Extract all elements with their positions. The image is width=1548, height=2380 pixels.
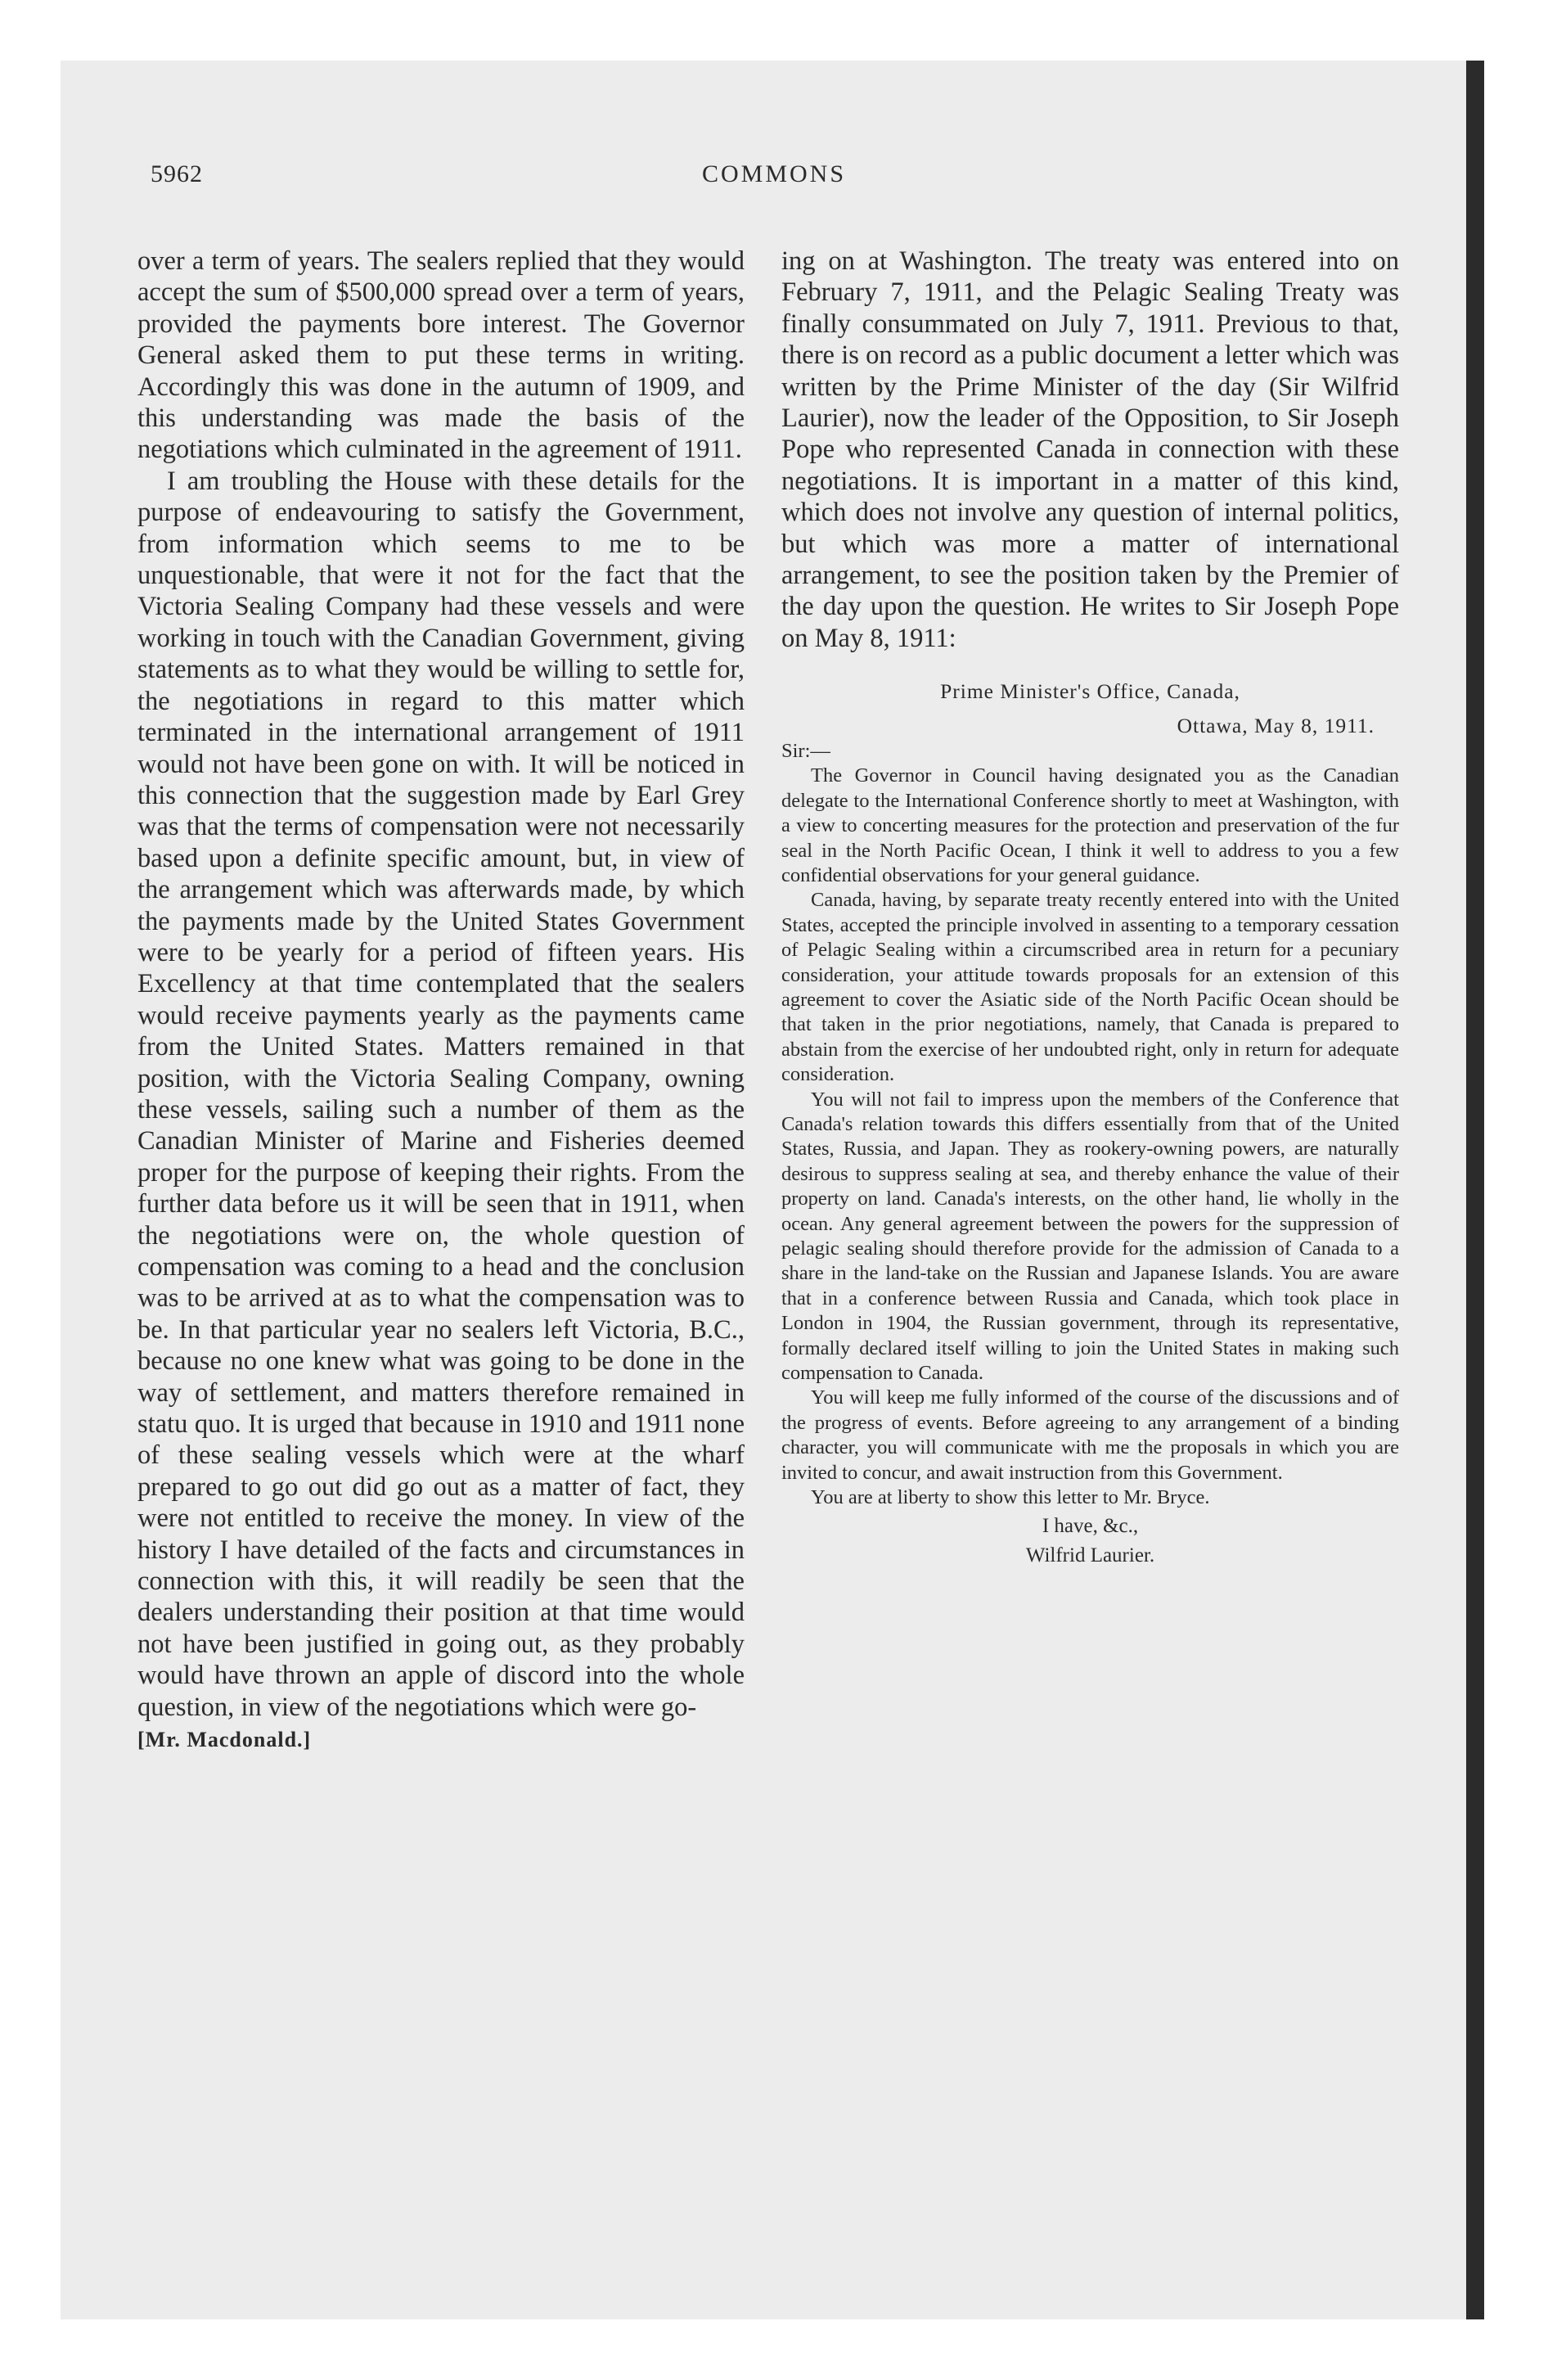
letter-paragraph: You will not fail to impress upon the members of the Conference that Canada's relation towards this differs essentially from that of the United States, Russia, and Japan. They as rookery-owning powers, are naturally desirous to suppress sealing at sea, and thereby enhance the value of their property on land. Canada's interests, on the other hand, lie wholly in the ocean. Any general agreement between the powers for the suppression of pelagic sealing should therefore provide for the admission of Canada to a share in the land-take on the Russian and Japanese Islands. You are aware that in a conference between Russia and Canada, which took place in London in 1904, the Russian government, through its representative, formally declared itself willing to join the United States in making such compensation to Canada. bbox=[781, 1088, 1399, 1385]
letter-closing: I have, &c., bbox=[1042, 1515, 1139, 1538]
letter-paragraph: The Governor in Council having designated you as the Canadian delegate to the International Conference shortly to meet at Washington, with a view to concerting measures for the protection and preservation of the fur seal in the North Pacific Ocean, I think it well to address to you a few confidential observations for your general guidance. bbox=[781, 764, 1399, 886]
letter-dateline: Ottawa, May 8, 1911. bbox=[1177, 714, 1375, 738]
right-column bbox=[781, 246, 1399, 1569]
letter-office-heading: Prime Minister's Office, Canada, bbox=[940, 679, 1240, 704]
body-paragraph: over a term of years. The sealers replied that they would accept the sum of $500,000 spread over a term of years, provided the payments bore interest. The Governor General asked them to put these terms in writing. Accordingly this was done in the autumn of 1909, and this understanding was made the basis of the negotiations which culminated in the agreement of 1911. bbox=[137, 246, 745, 465]
page-number: 5962 bbox=[151, 160, 203, 187]
letter-salutation: Sir:— bbox=[781, 740, 830, 763]
letter-paragraph: Canada, having, by separate treaty recently entered into with the United States, accepted the principle involved in assenting to a temporary cessation of Pelagic Sealing within a circumscribed area in return for a pecuniary consideration, your attitude towards proposals for an extension of this agreement to cover the Asiatic side of the North Pacific Ocean should be that taken in the prior negotiations, namely, that Canada is prepared to abstain from the exercise of her undoubted right, only in return for adequate consideration. bbox=[781, 889, 1399, 1086]
letter-paragraph: You are at liberty to show this letter to Mr. Bryce. bbox=[811, 1486, 1210, 1509]
body-paragraph: I am troubling the House with these details for the purpose of endeavouring to satisfy the Government, from information which seems to me to be unquestionable, that were it not for the fact that the Victoria Sealing Company had these vessels and were working in touch with the Canadian Government, giving statements as to what they would be willing to settle for, the negotiations in regard to this matter which terminated in the international arrangement of 1911 would not have been gone on with. It will be noticed in this connection that the suggestion made by Earl Grey was that the terms of compensation were not necessarily based upon a definite specific amount, but, in view of the arrangement which was afterwards made, by which the payments made by the United States Government were to be yearly for a period of fifteen years. His Excellency at that time contemplated that the sealers would receive payments yearly as the payments came from the United States. Matters remained in that position, with the Victoria Sealing Company, owning these vessels, sailing such a number of them as the Canadian Minister of Marine and Fisheries deemed proper for the purpose of keeping their rights. From the further data before us it will be seen that in 1911, when the negotiations were on, the whole question of compensation was coming to a head and the conclusion was to be arrived at as to what the compensation was to be. In that particular year no sealers left Victoria, B.C., because no one knew what was going to be done in the way of settlement, and matters therefore remained in statu quo. It is urged that because in 1910 and 1911 none of these sealing vessels which were at the wharf prepared to go out did go out as a matter of fact, they were not entitled to receive the money. In view of the history I have detailed of the facts and circumstances in connection with this, it will readily be seen that the dealers understanding their position at that time would not have been justified in going out, as they probably would have thrown an apple of discord into the whole question, in view of the negotiations which were go- bbox=[137, 466, 745, 1722]
body-paragraph: ing on at Washington. The treaty was entered into on February 7, 1911, and the Pelagic Sealing Treaty was finally consummated on July 7, 1911. Previous to that, there is on record as a public document a letter which was written by the Prime Minister of the day (Sir Wilfrid Laurier), now the leader of the Opposition, to Sir Joseph Pope who represented Canada in connection with these negotiations. It is important in a matter of this kind, which does not involve any question of internal politics, but which was more a matter of international arrangement, to see the position taken by the Premier of the day upon the question. He writes to Sir Joseph Pope on May 8, 1911: bbox=[781, 246, 1399, 653]
letter-signature: Wilfrid Laurier. bbox=[1025, 1544, 1155, 1567]
speaker-attribution: [Mr. Macdonald.] bbox=[137, 1728, 312, 1752]
page-edge-shadow bbox=[1466, 61, 1484, 2319]
left-column bbox=[137, 246, 745, 1752]
quoted-letter bbox=[781, 678, 1399, 1569]
letter-paragraph: You will keep me fully informed of the course of the discussions and of the progress of events. Before agreeing to any arrangement of a binding character, you will communicate with me the proposals in which you are invited to concur, and await instruction from this Government. bbox=[781, 1386, 1399, 1484]
running-head: COMMONS bbox=[701, 160, 847, 187]
